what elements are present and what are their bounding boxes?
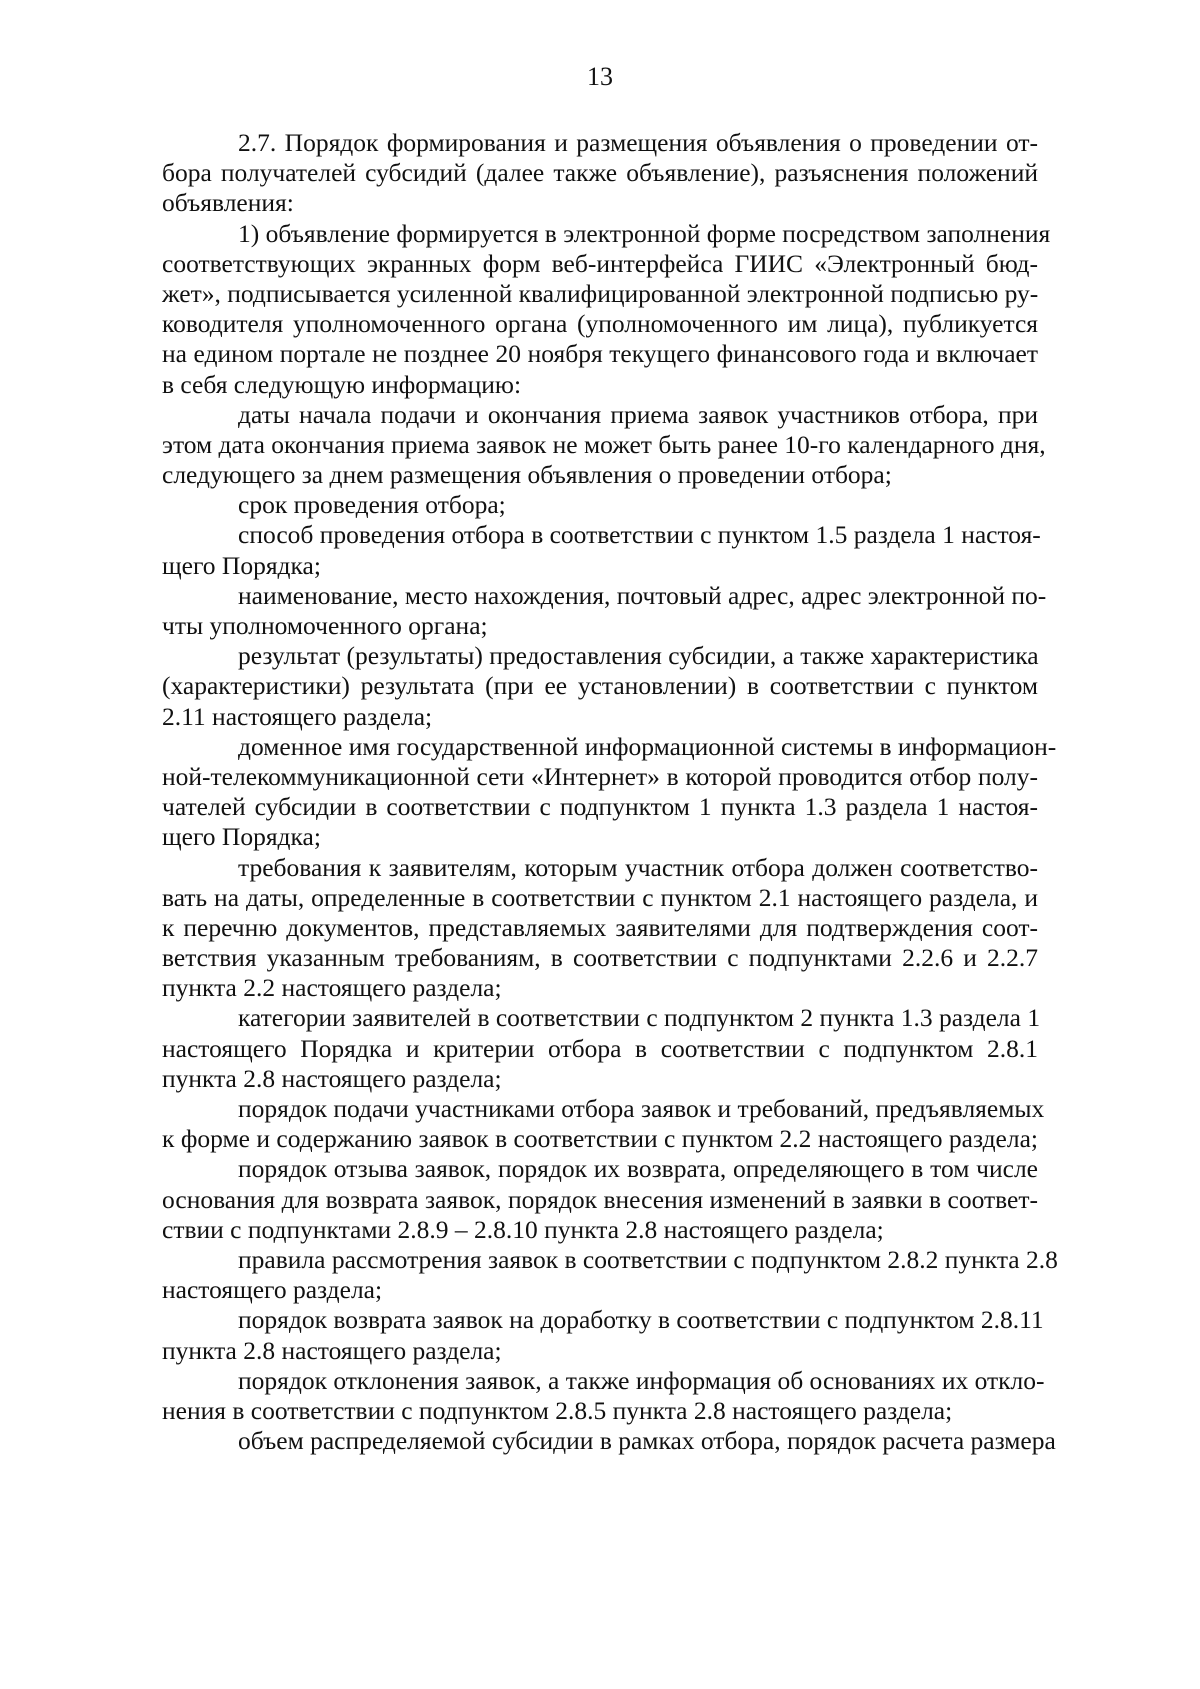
text-line: щего Порядка; — [162, 550, 321, 580]
text-line: порядок возврата заявок на доработку в соответствии с подпунктом 2.8.11 — [238, 1305, 1044, 1335]
text-line: срок проведения отбора; — [238, 490, 506, 520]
text-line: настоящего раздела; — [162, 1275, 383, 1305]
text-line: нения в соответствии с подпунктом 2.8.5 пункта 2.8 настоящего раздела; — [162, 1395, 953, 1425]
text-line: 1) объявление формируется в электронной форме посредством заполнения — [238, 218, 1051, 248]
text-line: порядок отклонения заявок, а также информация об основаниях их откло- — [238, 1365, 1045, 1395]
text-line: наименование, место нахождения, почтовый адрес, адрес электронной по- — [238, 580, 1047, 610]
text-line: этом дата окончания приема заявок не может быть ранее 10-го календарного дня, — [162, 429, 1046, 459]
text-line: ствии с подпунктами 2.8.9 – 2.8.10 пункта 2.8 настоящего раздела; — [162, 1214, 884, 1244]
text-line: вать на даты, определенные в соответствии с пунктом 2.1 настоящего раздела, и — [162, 882, 1038, 912]
text-line: 2.7. Порядок формирования и размещения объявления о проведении от- — [238, 128, 1038, 157]
text-line: в себя следующую информацию: — [162, 369, 522, 399]
text-line: бора получателей субсидий (далее также объявление), разъяснения положений — [162, 158, 1038, 188]
text-line: (характеристики) результата (при ее установлении) в соответствии с пунктом — [162, 671, 1038, 701]
text-line: следующего за днем размещения объявления о проведении отбора; — [162, 460, 892, 490]
text-line: жет», подписывается усиленной квалифицированной электронной подписью ру- — [162, 278, 1039, 308]
text-line: результат (результаты) предоставления субсидии, а также характеристика — [238, 641, 1039, 671]
text-line: чателей субсидии в соответствии с подпунктом 1 пункта 1.3 раздела 1 настоя- — [162, 792, 1038, 822]
text-line: 2.11 настоящего раздела; — [162, 701, 433, 731]
text-line: требования к заявителям, которым участник отбора должен соответство- — [238, 852, 1038, 882]
text-line: чты уполномоченного органа; — [162, 611, 488, 640]
text-line: щего Порядка; — [162, 822, 321, 852]
text-line: к форме и содержанию заявок в соответствии с пунктом 2.2 настоящего раздела; — [162, 1124, 1038, 1154]
text-line: даты начала подачи и окончания приема заявок участников отбора, при — [238, 399, 1038, 429]
text-line: порядок подачи участниками отбора заявок и требований, предъявляемых — [238, 1094, 1045, 1123]
text-line: соответствующих экранных форм веб-интерфейса ГИИС «Электронный бюд- — [162, 248, 1038, 278]
text-line: способ проведения отбора в соответствии с пунктом 1.5 раздела 1 настоя- — [238, 520, 1041, 550]
text-line: ной-телекоммуникационной сети «Интернет» в которой проводится отбор полу- — [162, 761, 1038, 791]
text-line: настоящего Порядка и критерии отбора в соответствии с подпунктом 2.8.1 — [162, 1033, 1038, 1063]
text-line: основания для возврата заявок, порядок внесения изменений в заявки в соответ- — [162, 1184, 1038, 1214]
page-number: 13 — [587, 62, 613, 91]
text-line: на едином портале не позднее 20 ноября текущего финансового года и включает — [162, 339, 1038, 369]
text-line: пункта 2.8 настоящего раздела; — [162, 1063, 502, 1093]
text-line: доменное имя государственной информационной системы в информацион- — [238, 731, 1057, 761]
text-line: ководителя уполномоченного органа (уполномоченного им лица), публикуется — [162, 309, 1038, 339]
text-line: правила рассмотрения заявок в соответствии с подпунктом 2.8.2 пункта 2.8 — [238, 1244, 1058, 1274]
text-line: порядок отзыва заявок, порядок их возврата, определяющего в том числе — [238, 1154, 1038, 1184]
text-line: пункта 2.2 настоящего раздела; — [162, 973, 502, 1003]
text-line: объем распределяемой субсидии в рамках отбора, порядок расчета размера — [238, 1426, 1056, 1456]
body-text — [162, 128, 1058, 1456]
text-line: объявления: — [162, 188, 294, 218]
text-line: к перечню документов, представляемых заявителями для подтверждения соот- — [162, 912, 1038, 942]
text-line: категории заявителей в соответствии с подпунктом 2 пункта 1.3 раздела 1 — [238, 1003, 1041, 1033]
text-line: пункта 2.8 настоящего раздела; — [162, 1335, 502, 1365]
text-line: ветствия указанным требованиям, в соответствии с подпунктами 2.2.6 и 2.2.7 — [162, 943, 1038, 973]
